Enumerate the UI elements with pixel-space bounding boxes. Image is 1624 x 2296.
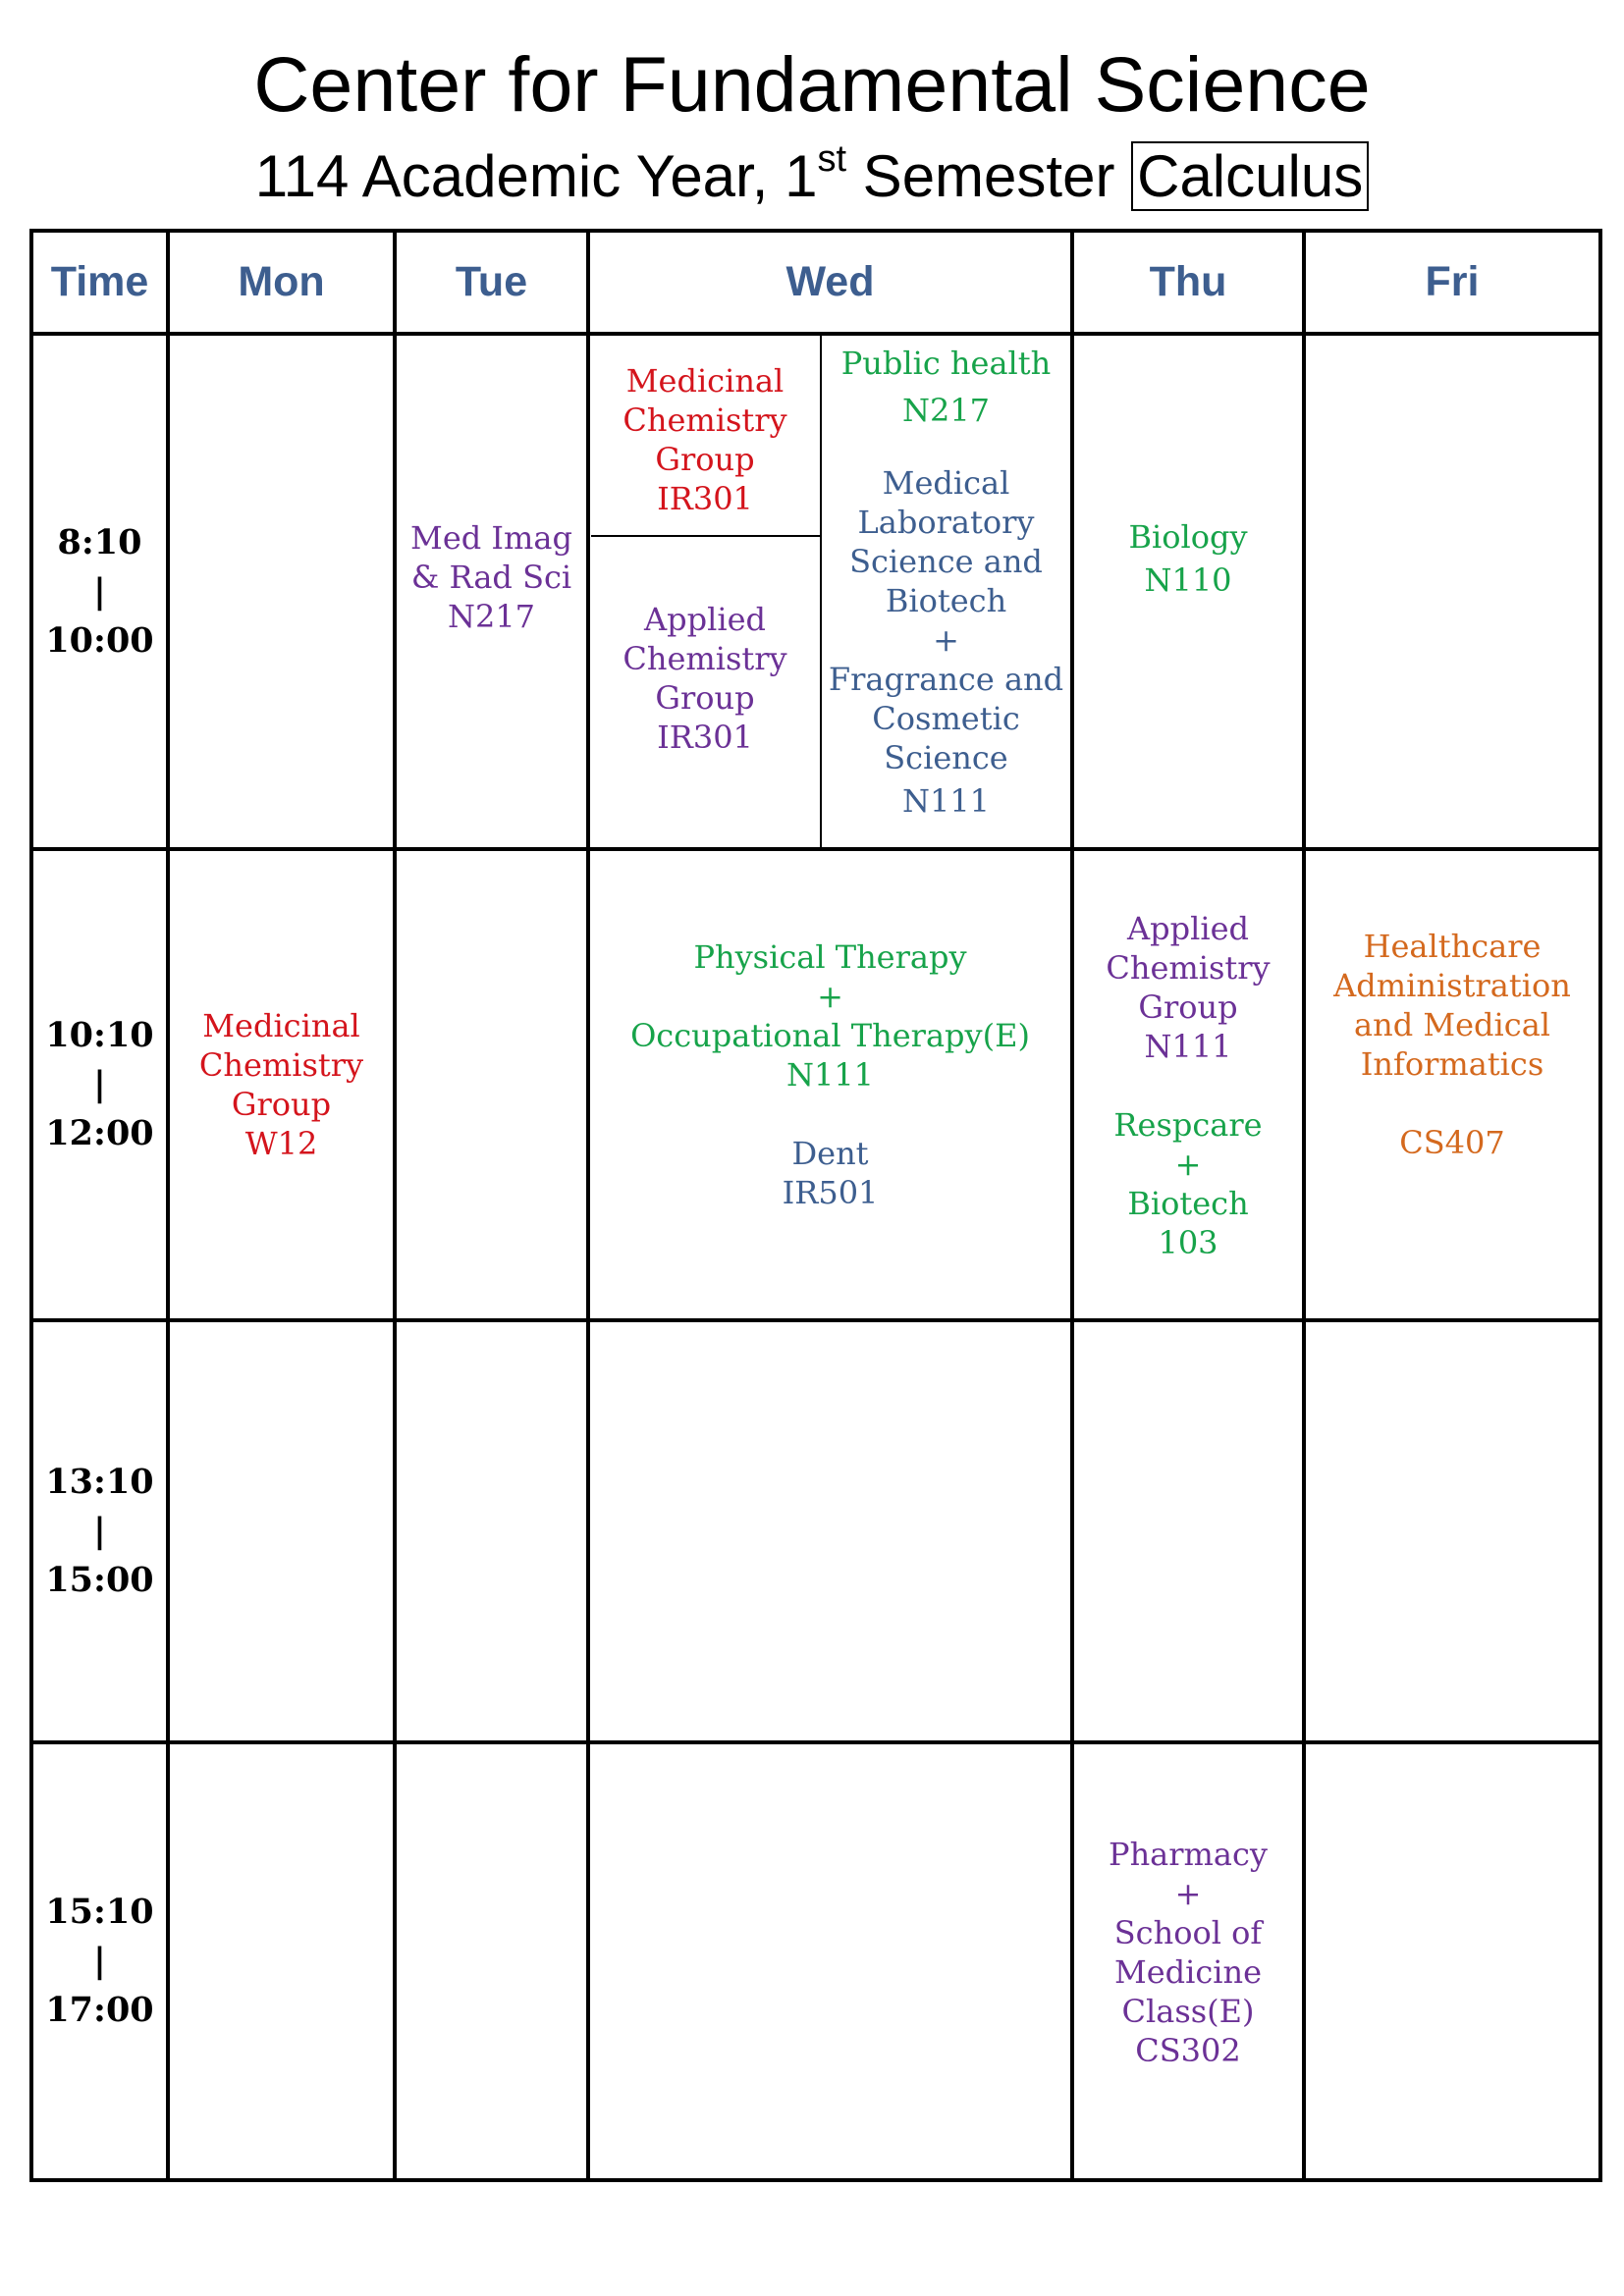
grid-line	[1598, 229, 1602, 2182]
course-mon-slot2: Medicinal Chemistry Group W12	[198, 1007, 364, 1162]
time-slot-3	[33, 1322, 166, 1740]
time-end: 15:00	[45, 1560, 154, 1600]
course-wed-slot2: Physical Therapy + Occupational Therapy(E) N111 Dent IR501	[630, 938, 1030, 1211]
course-thu-slot2: Applied Chemistry Group N111 Respcare + Biotech 103	[1106, 910, 1271, 1261]
time-slot-2	[33, 851, 166, 1318]
time-separator: |	[93, 1064, 106, 1104]
page-title: Center for Fundamental Science	[253, 40, 1371, 128]
subtitle-superscript: st	[817, 138, 846, 180]
subtitle-course-box: Calculus	[1131, 141, 1369, 211]
time-start: 15:10	[45, 1892, 154, 1932]
header-mon: Mon	[238, 258, 325, 305]
time-start: 8:10	[57, 521, 142, 562]
time-slot-1	[33, 336, 166, 847]
header-tue: Tue	[455, 258, 528, 305]
course-fri-slot2: Healthcare Administration and Medical Informatics CS407	[1333, 928, 1571, 1161]
course-public-health: Public health	[840, 345, 1052, 382]
time-start: 10:10	[45, 1015, 154, 1055]
course-public-health-room: N217	[901, 392, 991, 429]
page-subtitle	[0, 137, 1624, 216]
header-fri: Fri	[1425, 258, 1480, 305]
time-separator: |	[93, 1511, 106, 1551]
header-wed: Wed	[785, 258, 875, 305]
grid-line	[29, 1740, 1602, 1744]
time-end: 10:00	[45, 619, 154, 661]
course-thu-slot1: Biology N110	[1128, 517, 1248, 599]
subtitle-middle: Semester	[846, 143, 1132, 209]
time-start: 13:10	[45, 1462, 154, 1502]
header-time: Time	[50, 258, 149, 305]
course-wed-slot1-right: Public health N217 Medical Laboratory Science and Biotech + Fragrance and Cosmetic Science N111	[822, 336, 1070, 847]
header-thu: Thu	[1149, 258, 1227, 305]
course-thu-slot4: Pharmacy + School of Medicine Class(E) CS302	[1109, 1836, 1268, 2069]
grid-line	[29, 2178, 1602, 2182]
grid-line	[29, 1318, 1602, 1322]
time-separator: |	[93, 570, 106, 612]
time-end: 17:00	[45, 1990, 154, 2030]
time-slot-4	[33, 1744, 166, 2178]
time-separator: |	[93, 1941, 106, 1981]
course-tue-slot1: Med Imag & Rad Sci N217	[410, 518, 572, 635]
course-wed-slot1-medicinal-chemistry: Medicinal Chemistry Group IR301	[623, 361, 787, 517]
time-end: 12:00	[45, 1113, 154, 1153]
course-wed-slot1-applied-chemistry: Applied Chemistry Group IR301	[623, 601, 787, 756]
subtitle-prefix: 114 Academic Year, 1	[254, 143, 818, 209]
